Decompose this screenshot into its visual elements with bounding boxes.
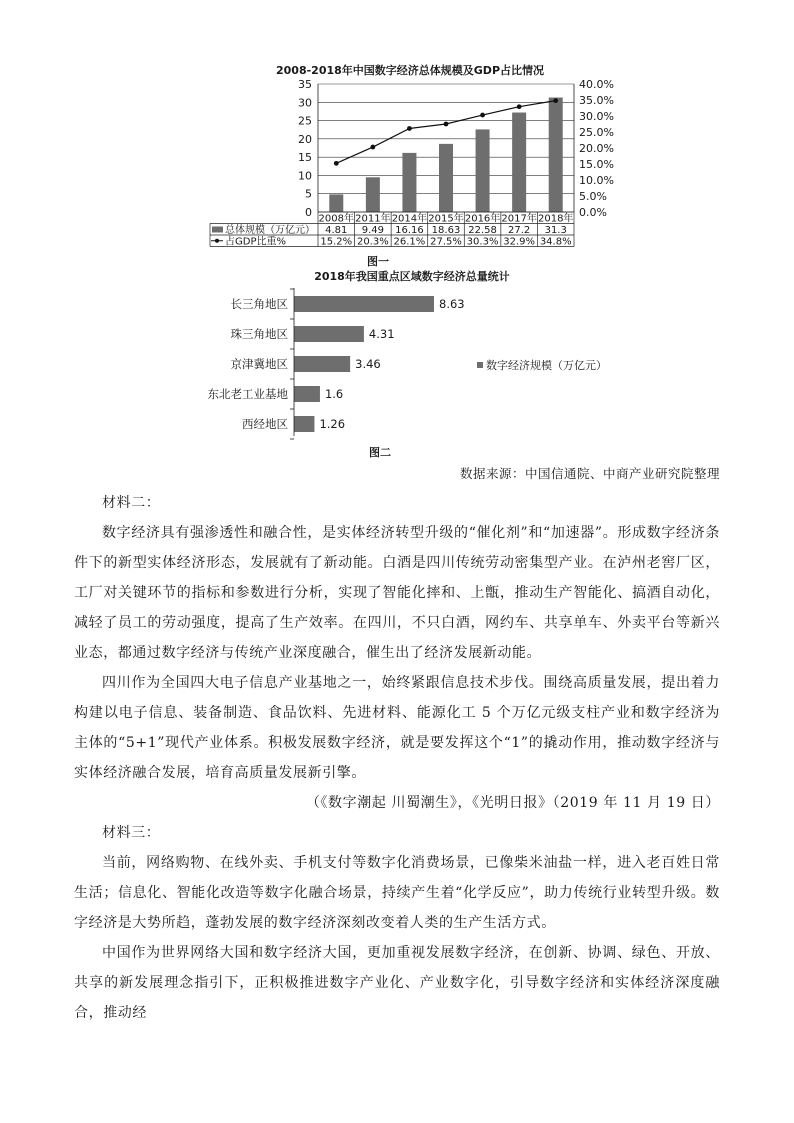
bar: [439, 144, 453, 212]
y-tick-label: 15: [298, 151, 312, 165]
bar: [294, 386, 320, 402]
data-source: 数据来源：中国信通院、中商产业研究院整理: [459, 466, 720, 481]
category-label: 长三角地区: [230, 297, 288, 311]
figure2-chart: [180, 286, 660, 442]
table-value-bar: 22.58: [468, 225, 497, 236]
bar: [294, 356, 350, 372]
bar: [402, 153, 416, 212]
x-tick-label: 2008年: [318, 213, 355, 225]
legend-label-line: 占GDP比重%: [225, 236, 286, 248]
legend-label-bar: 总体规模（万亿元）: [225, 225, 315, 236]
table-value-bar: 31.3: [544, 225, 567, 236]
table-value-line: 15.2%: [320, 236, 353, 248]
y-tick-label: 10: [298, 169, 312, 183]
category-label: 珠三角地区: [230, 327, 288, 341]
material2-paragraph-1: 数字经济具有强渗透性和融合性，是实体经济转型升级的“催化剂”和“加速器”。形成数字经济条件下的新型实体经济形态，发展就有了新动能。白酒是四川传统劳动密集型产业。在泸州老窖厂区，工厂对关键环节的指标和参数进行分析，实现了智能化摔和、上甑，推动生产智能化、搞酒自动化，减轻了员工的劳动强度，提高了生产效率。在四川，不只白酒，网约车、共享单车、外卖平台等新兴业态，都通过数字经济与传统产业深度融合，催生出了经济发展新动能。: [74, 525, 720, 661]
table-value-line: 26.1%: [393, 236, 426, 248]
bar-value-label: 4.31: [368, 327, 395, 341]
y2-tick-label: 25.0%: [579, 126, 614, 139]
material2-citation: （《数字潮起 川蜀潮生》，《光明日报》（2019 年 11 月 19 日）: [305, 795, 720, 811]
legend-key-bar: [212, 227, 223, 233]
table-value-line: 34.8%: [539, 236, 572, 248]
table-value-line: 27.5%: [430, 236, 462, 248]
table-value-bar: 18.63: [431, 225, 461, 236]
table-value-bar: 4.81: [325, 225, 348, 236]
bar-value-label: 8.63: [439, 297, 465, 311]
figure1-title: 2008-2018年中国数字经济总体规模及GDP占比情况: [275, 64, 545, 77]
y-tick-label: 0: [305, 206, 312, 219]
category-label: 东北老工业基地: [207, 387, 288, 401]
x-tick-label: 2011年: [355, 213, 391, 225]
bar: [512, 113, 526, 212]
material2-heading: 材料二：: [102, 495, 161, 511]
x-tick-label: 2014年: [391, 213, 428, 225]
x-tick-label: 2017年: [501, 213, 537, 225]
category-label: 京津冀地区: [230, 357, 288, 371]
bar: [549, 98, 563, 212]
figure2-title: 2018年我国重点区域数字经济总量统计: [314, 270, 510, 283]
table-value-bar: 16.16: [395, 225, 424, 236]
bar-value-label: 1.6: [324, 387, 344, 401]
line-point: [407, 126, 412, 131]
bar: [294, 326, 364, 342]
line-point: [370, 145, 375, 150]
y2-tick-label: 20.0%: [579, 142, 614, 155]
x-tick-label: 2015年: [428, 213, 464, 225]
legend-label: 数字经济规模（万亿元）: [486, 359, 607, 372]
y2-tick-label: 10.0%: [579, 174, 614, 187]
line-point: [553, 98, 558, 103]
bar: [476, 129, 490, 212]
table-value-line: 30.3%: [466, 236, 499, 248]
figure2-label: 图二: [369, 446, 391, 459]
y2-tick-label: 0.0%: [579, 206, 607, 219]
y-tick-label: 30: [298, 96, 312, 110]
figure1-chart: [200, 76, 614, 256]
table-value-bar: 9.49: [361, 225, 384, 236]
line-point: [444, 122, 449, 127]
y2-tick-label: 30.0%: [579, 110, 614, 123]
y-tick-label: 25: [298, 114, 312, 128]
line-point: [480, 113, 485, 118]
x-tick-label: 2018年: [537, 213, 574, 225]
material3-paragraph-2: 中国作为世界网络大国和数字经济大国，更加重视发展数字经济，在创新、协调、绿色、开放、共享的新发展理念指引下，正积极推进数字产业化、产业数字化，引导数字经济和实体经济深度融合，推动经: [74, 945, 720, 1021]
material3-paragraph-1: 当前，网络购物、在线外卖、手机支付等数字化消费场景，已像柴米油盐一样，进入老百姓日常生活；信息化、智能化改造等数字化融合场景，持续产生着“化学反应”，助力传统行业转型升级。数字经济是大势所趋，蓬勃发展的数字经济深刻改变着人类的生产生活方式。: [74, 855, 720, 931]
y2-tick-label: 40.0%: [579, 78, 614, 91]
material3-heading: 材料三：: [102, 825, 161, 841]
material2-section: [74, 488, 720, 1028]
table-value-bar: 27.2: [508, 225, 531, 236]
legend-key: [477, 362, 483, 368]
y2-tick-label: 5.0%: [579, 190, 607, 203]
y2-tick-label: 35.0%: [579, 94, 614, 107]
material2-paragraph-2: 四川作为全国四大电子信息产业基地之一，始终紧跟信息技术步伐。围绕高质量发展，提出着力构建以电子信息、装备制造、食品饮料、先进材料、能源化工 5 个万亿元级支柱产业和数字经济为主体的“5+1”现代产业体系。积极发展数字经济，就是要发挥这个“1”的撬动作用，推动数字经济与实体经济融合发展，培育高质量发展新引擎。: [74, 675, 720, 781]
y-tick-label: 20: [298, 132, 312, 146]
y2-tick-label: 15.0%: [579, 158, 614, 171]
table-value-line: 20.3%: [356, 236, 389, 248]
bar-value-label: 3.46: [355, 357, 381, 371]
bar: [294, 416, 314, 432]
bar: [366, 177, 380, 212]
bar-value-label: 1.26: [319, 417, 346, 431]
line-point: [517, 104, 522, 109]
x-tick-label: 2016年: [464, 213, 501, 225]
y-tick-label: 35: [298, 78, 312, 91]
bar: [294, 296, 434, 312]
category-label: 西经地区: [242, 417, 288, 431]
line-point: [334, 161, 339, 166]
legend-key-point: [215, 239, 219, 243]
figure1-label: 图一: [367, 255, 389, 268]
y-tick-label: 5: [305, 187, 312, 201]
bar: [329, 194, 343, 212]
table-value-line: 32.9%: [503, 236, 536, 248]
